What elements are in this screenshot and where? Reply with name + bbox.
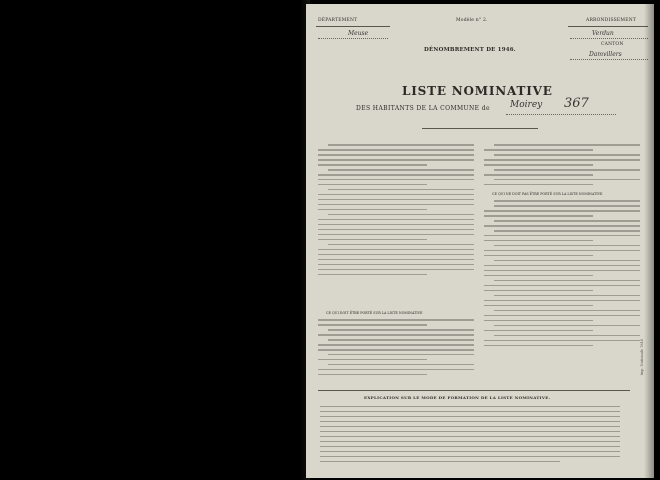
census-form-page bbox=[306, 4, 654, 478]
explanation-title: EXPLICATION SUR LE MODE DE FORMATION DE LA LISTE NOMINATIVE. bbox=[364, 395, 551, 400]
right-section-heading: CE QUI NE DOIT PAS ÊTRE PORTÉ SUR LA LISTE NOMINATIVE bbox=[492, 192, 603, 196]
left-list bbox=[318, 319, 474, 379]
model-label: Modèle n° 2. bbox=[456, 18, 488, 23]
title-rule bbox=[422, 128, 538, 129]
census-title: DÉNOMBREMENT DE 1946. bbox=[424, 47, 516, 53]
subtitle-prefix: DES HABITANTS DE LA COMMUNE de bbox=[356, 105, 490, 112]
canton-label: CANTON bbox=[601, 42, 624, 47]
right-list bbox=[484, 200, 640, 370]
header-rule-left bbox=[316, 26, 390, 27]
department-value: Meuse bbox=[348, 30, 369, 37]
left-section-heading: CE QUI DOIT ÊTRE PORTÉ SUR LA LISTE NOMINATIVE bbox=[326, 311, 423, 315]
arrondissement-dotline bbox=[570, 38, 648, 39]
left-instructions bbox=[318, 144, 474, 314]
commune-dotline bbox=[506, 114, 616, 115]
canton-dotline bbox=[570, 59, 648, 60]
department-dotline bbox=[318, 38, 388, 39]
canton-value: Damvillers bbox=[589, 51, 622, 58]
main-title: LISTE NOMINATIVE bbox=[402, 84, 553, 98]
explanation-rule bbox=[318, 390, 630, 391]
printer-mark: Imp. Nationale 1946 bbox=[640, 339, 644, 376]
arrondissement-label: ARRONDISSEMENT bbox=[586, 18, 637, 23]
arrondissement-value: Verdun bbox=[592, 30, 614, 37]
department-label: DÉPARTEMENT bbox=[318, 18, 358, 23]
commune-number: 367 bbox=[564, 96, 589, 111]
header-rule-right bbox=[568, 26, 648, 27]
commune-name: Moirey bbox=[510, 100, 543, 110]
